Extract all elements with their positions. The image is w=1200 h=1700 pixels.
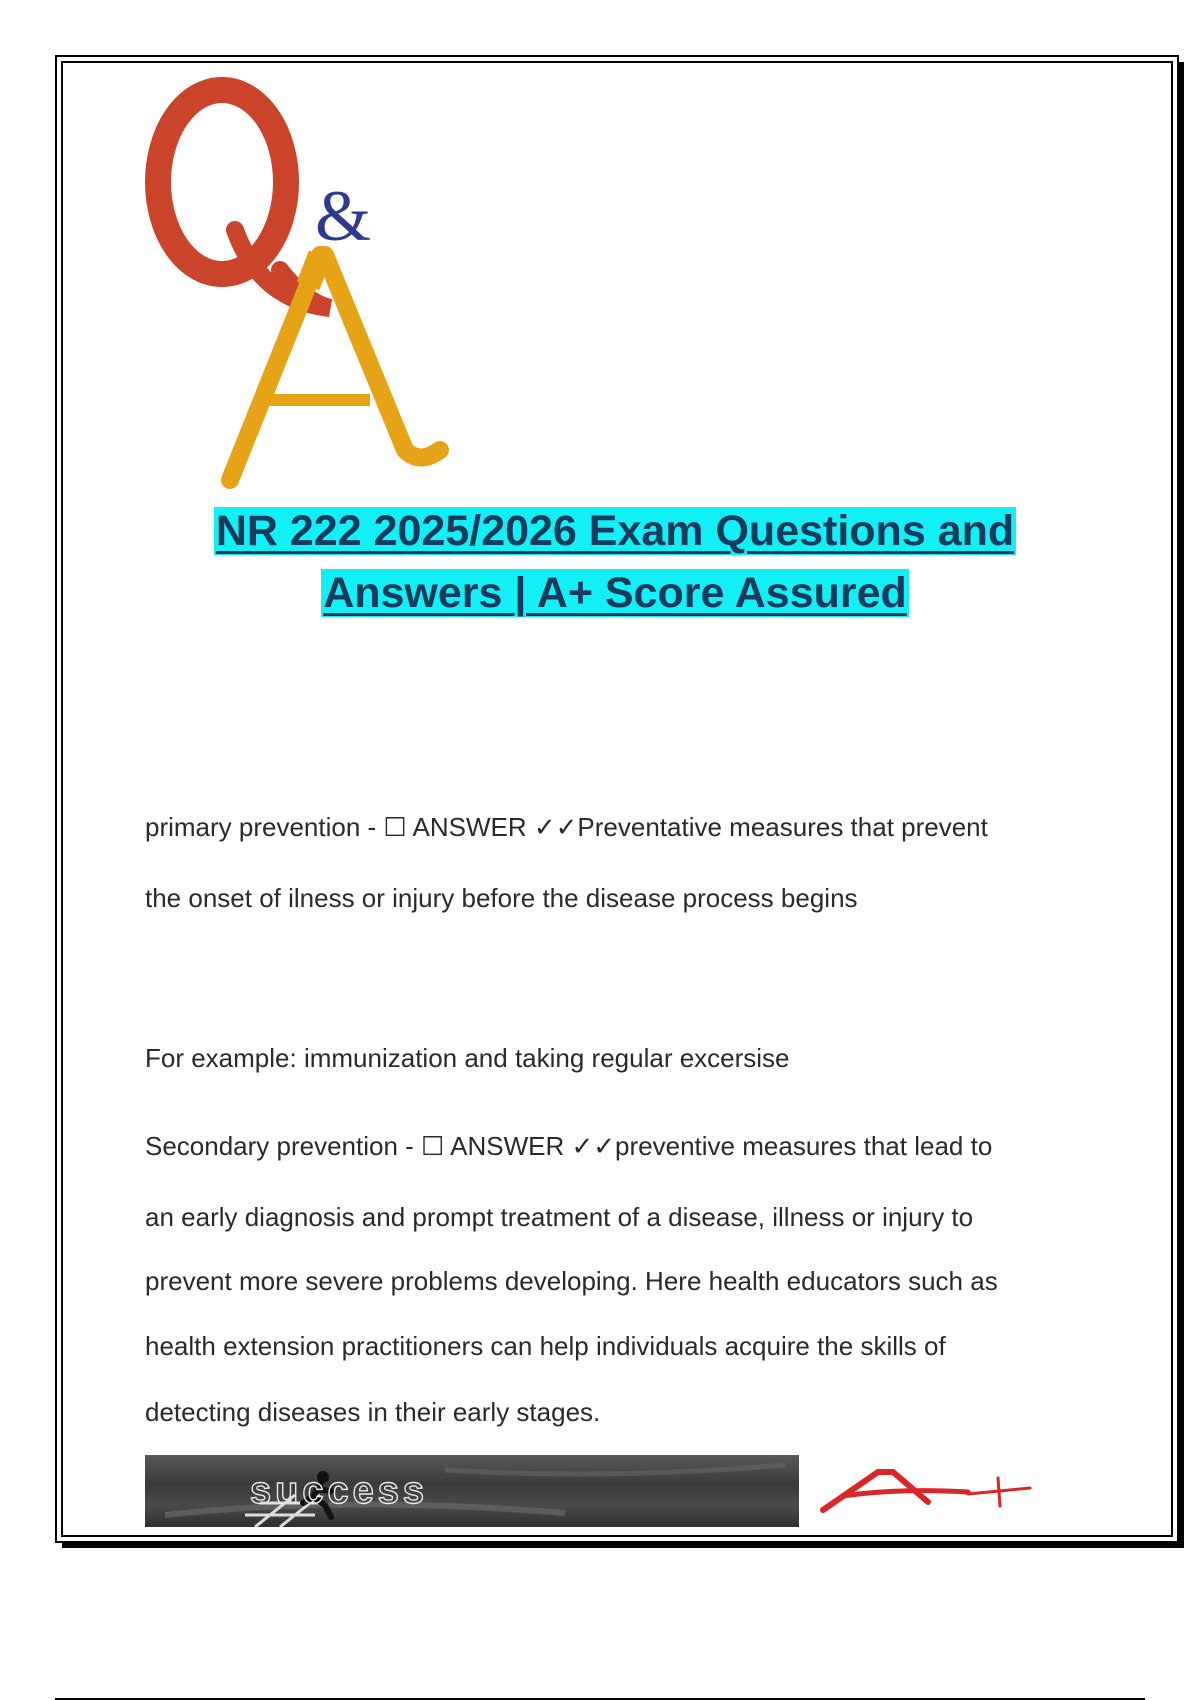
title-line-2: Answers | A+ Score Assured (323, 569, 907, 617)
a-plus-mark (818, 1458, 1038, 1538)
q1-answer-line-1: primary prevention - ☐ ANSWER ✓✓Preventative measures that prevent (145, 812, 988, 842)
q2-answer-line-2: an early diagnosis and prompt treatment of a disease, illness or injury to (145, 1202, 974, 1232)
title-line-1: NR 222 2025/2026 Exam Questions and (215, 507, 1015, 555)
q1-answer-line-2: the onset of ilness or injury before the disease process begins (145, 883, 858, 913)
document-title (120, 500, 1110, 624)
logo-ampersand: & (315, 176, 372, 256)
logo-a-letter (230, 255, 440, 480)
qa-logo (140, 70, 450, 490)
example-line: For example: immunization and taking regular excersise (145, 1043, 790, 1073)
success-banner-image (145, 1455, 799, 1527)
q2-answer-line-1: Secondary prevention - ☐ ANSWER ✓✓preventive measures that lead to (145, 1131, 993, 1161)
q2-answer-line-3: prevent more severe problems developing. Here health educators such as (145, 1266, 998, 1296)
q2-answer-line-5: detecting diseases in their early stages. (145, 1397, 601, 1427)
banner-word: success (250, 1470, 429, 1512)
q2-answer-line-4: health extension practitioners can help individuals acquire the skills of (145, 1331, 946, 1361)
